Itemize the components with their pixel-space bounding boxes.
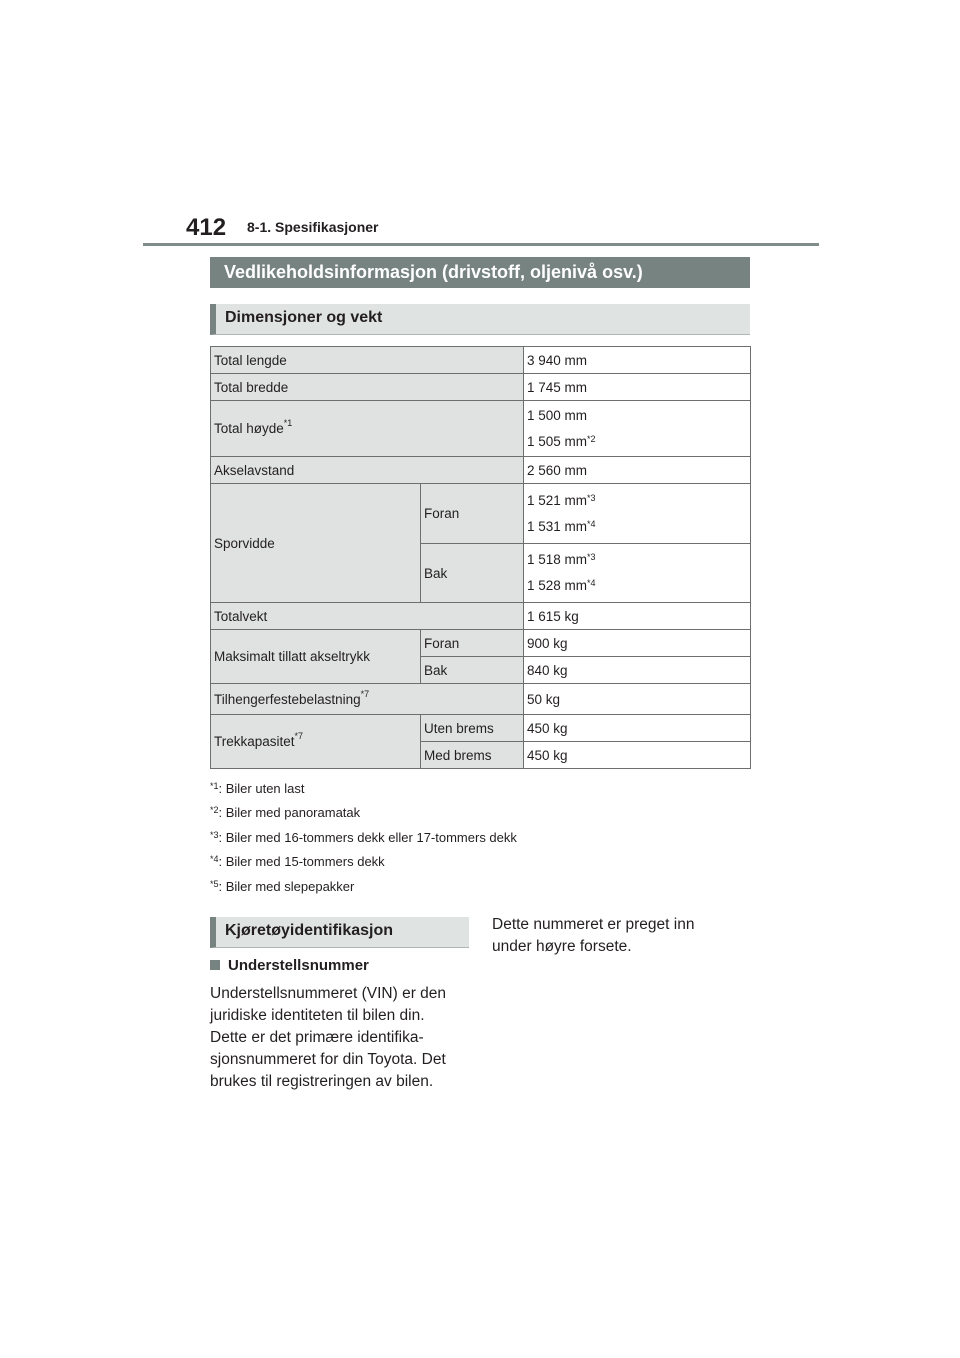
row-value [524,484,751,544]
row-label: Totalvekt [211,603,524,630]
footnote-text: : Biler med 16-tommers dekk eller 17-tommers dekk [218,829,517,845]
footnotes [210,780,517,902]
header-rule [143,243,819,246]
footnote-mark: *7 [294,731,304,741]
row-value: 1 615 kg [524,603,751,630]
row-value: 450 kg [524,715,751,742]
footnote-text: : Biler med panoramatak [218,805,361,821]
footnote-mark: *2 [587,433,596,444]
footnote [210,829,517,853]
row-label-text: Trekkapasitet [214,734,295,749]
sub-label: Bak [421,544,524,603]
value-text: 1 521 mm [527,492,588,508]
row-label-text: Tilhengerfestebelastning [214,691,361,707]
body-line: brukes til registreringen av bilen. [210,1073,434,1090]
row-value: 450 kg [524,742,751,769]
footnote-mark: *4 [210,854,219,865]
sub-label: Uten brems [421,715,524,742]
spec-table [210,346,751,769]
row-label [211,401,524,457]
value-text: 1 531 mm [527,518,588,534]
vin-item-title [210,957,369,974]
footnote [210,780,517,804]
main-heading: Vedlikeholdsinformasjon (drivstoff, oljenivå osv.) [210,257,750,288]
row-value: 50 kg [524,684,751,715]
value-line [527,573,750,599]
page-number: 412 [186,214,227,241]
row-label: Total lengde [211,347,524,374]
row-value: 3 940 mm [524,347,751,374]
vin-right-text [492,914,752,958]
vin-item-title-text: Understellsnummer [228,957,369,974]
table-row [211,603,751,630]
footnote-mark: *7 [360,688,370,699]
sub-label: Med brems [421,742,524,769]
table-row [211,630,751,657]
footnote-mark: *1 [210,781,219,791]
body-line: sjonsnummeret for din Toyota. Det [210,1051,446,1068]
footnote-text: : Biler med slepepakker [218,878,355,894]
footnote-mark: *2 [210,805,219,816]
footnote [210,853,517,877]
value-line [527,547,750,573]
row-value: 1 745 mm [524,374,751,401]
table-row [211,484,751,544]
body-line: Dette er det primære identifika- [210,1029,424,1046]
row-value: 840 kg [524,657,751,684]
row-label: Maksimalt tillatt akseltrykk [211,630,421,684]
sub-label: Foran [421,630,524,657]
footnote-text: : Biler med 15-tommers dekk [218,854,385,870]
row-label [211,684,524,715]
body-line: Dette nummeret er preget inn [492,916,695,933]
value-text: 1 505 mm [527,433,588,449]
sub-label: Foran [421,484,524,544]
vehicle-id-heading: Kjøretøyidentifikasjon [210,917,469,948]
row-value: 900 kg [524,630,751,657]
footnote-mark: *4 [587,518,596,529]
footnote-mark: *3 [587,552,596,562]
body-line: under høyre forsete. [492,938,632,955]
row-label: Akselavstand [211,457,524,484]
footnote [210,878,517,902]
row-value [524,401,751,457]
footnote-mark: *5 [210,878,219,889]
table-row [211,374,751,401]
footnote-mark: *4 [587,578,596,588]
bullet-square-icon [210,960,220,970]
row-label: Sporvidde [211,484,421,603]
row-value: 2 560 mm [524,457,751,484]
value-line [527,488,750,514]
table-row [211,347,751,374]
table-row [211,684,751,715]
vin-body [210,983,480,1093]
row-label-text: Total høyde [214,421,284,436]
table-row [211,715,751,742]
footnote [210,804,517,828]
footnote-mark: *3 [210,829,219,840]
value-line [527,429,750,455]
table-row [211,457,751,484]
footnote-text: : Biler uten last [218,781,305,796]
sub-label: Bak [421,657,524,684]
footnote-mark: *1 [283,418,293,428]
dimensions-heading: Dimensjoner og vekt [210,304,750,335]
row-label [211,715,421,769]
value-text: 1 528 mm [527,578,588,593]
body-line: juridiske identiteten til bilen din. [210,1007,425,1024]
section-label: 8-1. Spesifikasjoner [247,219,379,235]
value-text: 1 518 mm [527,552,588,567]
footnote-mark: *3 [587,492,596,503]
value-line: 1 500 mm [527,407,588,423]
value-line [527,514,750,540]
row-label: Total bredde [211,374,524,401]
row-value [524,544,751,603]
table-row [211,401,751,457]
body-line: Understellsnummeret (VIN) er den [210,985,447,1002]
